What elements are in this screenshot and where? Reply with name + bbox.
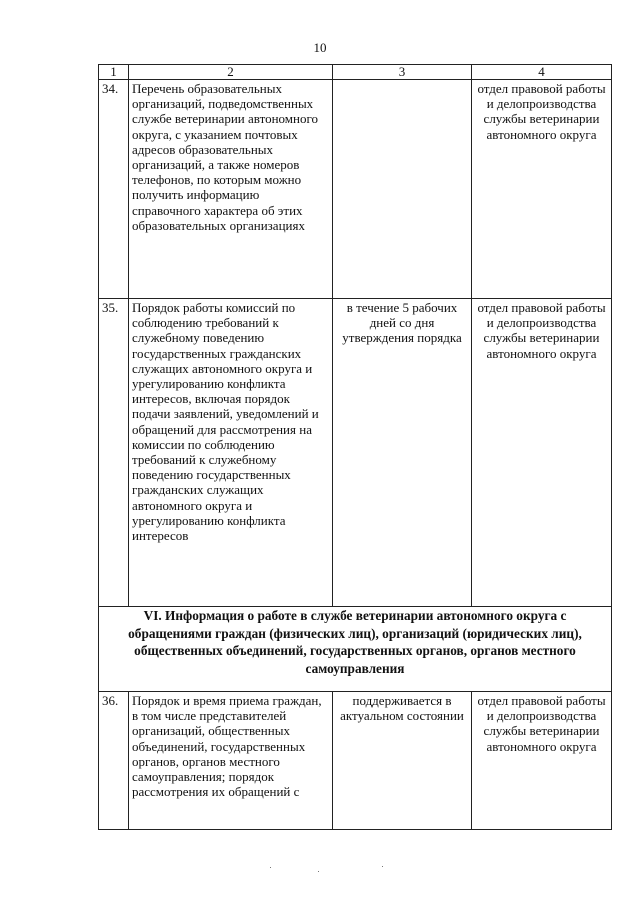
speck <box>318 871 319 872</box>
page-number: 10 <box>313 40 327 55</box>
speck <box>270 867 271 868</box>
speck <box>382 866 383 867</box>
column-header-4: 4 <box>472 65 612 80</box>
row-item-text: Перечень образовательных организаций, подведомственных службе ветеринарии автономного округа, с указанием почтовых адресов образовательных организаций, а также номеров телефонов, по которым можно получить информацию справочного характера об этих образовательных организациях <box>129 80 333 299</box>
section-heading-row <box>99 607 612 692</box>
row-number: 34. <box>99 80 129 299</box>
column-header-1: 1 <box>99 65 129 80</box>
column-header-2: 2 <box>129 65 333 80</box>
row-responsible: отдел правовой работы и делопроизводства службы ветеринарии автономного округа <box>472 80 612 299</box>
column-header-3: 3 <box>333 65 472 80</box>
row-item-text: Порядок работы комиссий по соблюдению требований к служебному поведению государственных гражданских служащих автономного округа и урегулированию конфликта интересов, включая порядок подачи заявлений, уведомлений и обращений для рассмотрения на комиссии по соблюдению требований к служебному поведению государственных гражданских служащих автономного округа и урегулированию конфликта интересов <box>129 299 333 607</box>
table-row <box>99 80 612 299</box>
row-number: 35. <box>99 299 129 607</box>
document-table <box>98 64 612 830</box>
row-responsible: отдел правовой работы и делопроизводства службы ветеринарии автономного округа <box>472 692 612 830</box>
row-term: в течение 5 рабочих дней со дня утверждения порядка <box>333 299 472 607</box>
table-row <box>99 692 612 830</box>
section-heading: VI. Информация о работе в службе ветеринарии автономного округа с обращениями граждан (физических лиц), организаций (юридических лиц), общественных объединений, государственных органов, органов местного самоуправления <box>99 607 612 692</box>
row-item-text: Порядок и время приема граждан, в том числе представителей организаций, общественных объединений, государственных органов, органов местного самоуправления; порядок рассмотрения их обращений с <box>129 692 333 830</box>
row-term <box>333 80 472 299</box>
table-header-row <box>99 65 612 80</box>
row-number: 36. <box>99 692 129 830</box>
row-responsible: отдел правовой работы и делопроизводства службы ветеринарии автономного округа <box>472 299 612 607</box>
row-term: поддерживается в актуальном состоянии <box>333 692 472 830</box>
scan-specks <box>0 865 640 875</box>
table-row <box>99 299 612 607</box>
